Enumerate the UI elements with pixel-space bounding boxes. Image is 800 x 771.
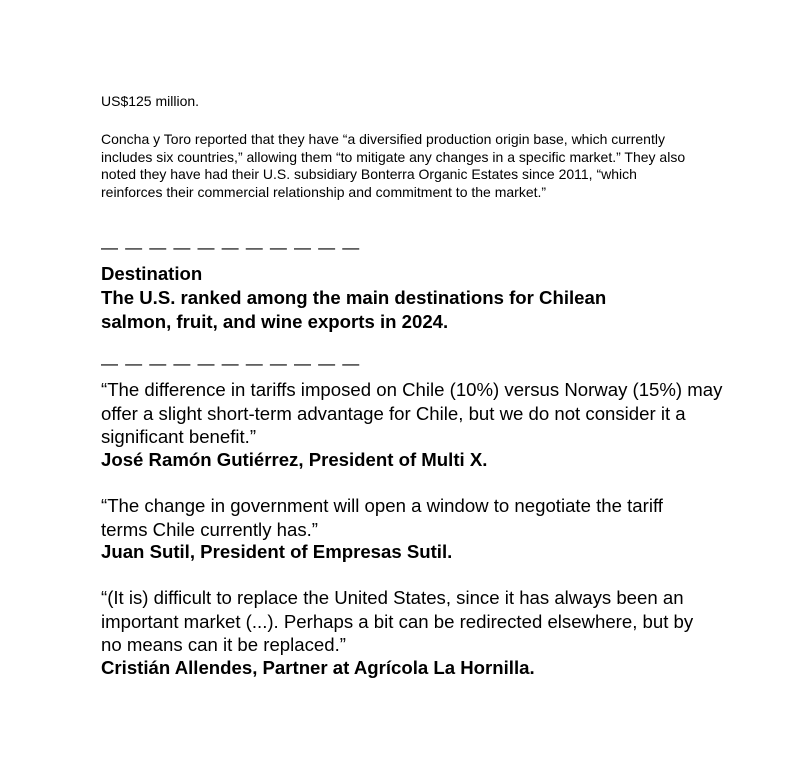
quote-1-attribution: José Ramón Gutiérrez, President of Multi X. bbox=[101, 449, 488, 470]
divider-top: — — — — — — — — — — — bbox=[101, 238, 361, 257]
quote-1-text: “The difference in tariffs imposed on Chile (10%) versus Norway (15%) may offer a slight short-term advantage for Chile, but we do not consider it a significant benefit.” bbox=[101, 379, 723, 447]
intro-paragraph: Concha y Toro reported that they have “a diversified production origin base, which currently includes six countries,” allowing them “to mitigate any changes in a specific market.” They also noted they have had their U.S. subsidiary Bonterra Organic Estates since 2011, “which reinforces their commercial relationship and commitment to the market.” bbox=[101, 131, 686, 200]
quote-3-attribution: Cristián Allendes, Partner at Agrícola La Hornilla. bbox=[101, 657, 535, 678]
divider-bottom: — — — — — — — — — — — bbox=[101, 354, 361, 373]
quote-2-attribution: Juan Sutil, President of Empresas Sutil. bbox=[101, 541, 453, 562]
destination-statement: The U.S. ranked among the main destinations for Chilean salmon, fruit, and wine exports in 2024. bbox=[101, 287, 607, 332]
destination-heading: Destination bbox=[101, 263, 203, 284]
quote-2-text: “The change in government will open a window to negotiate the tariff terms Chile currently has.” bbox=[101, 495, 663, 540]
quote-3-text: “(It is) difficult to replace the United States, since it has always been an important market (...). Perhaps a bit can be redirected elsewhere, but by no means can it be replaced.” bbox=[101, 587, 694, 655]
amount-line: US$125 million. bbox=[101, 93, 200, 109]
